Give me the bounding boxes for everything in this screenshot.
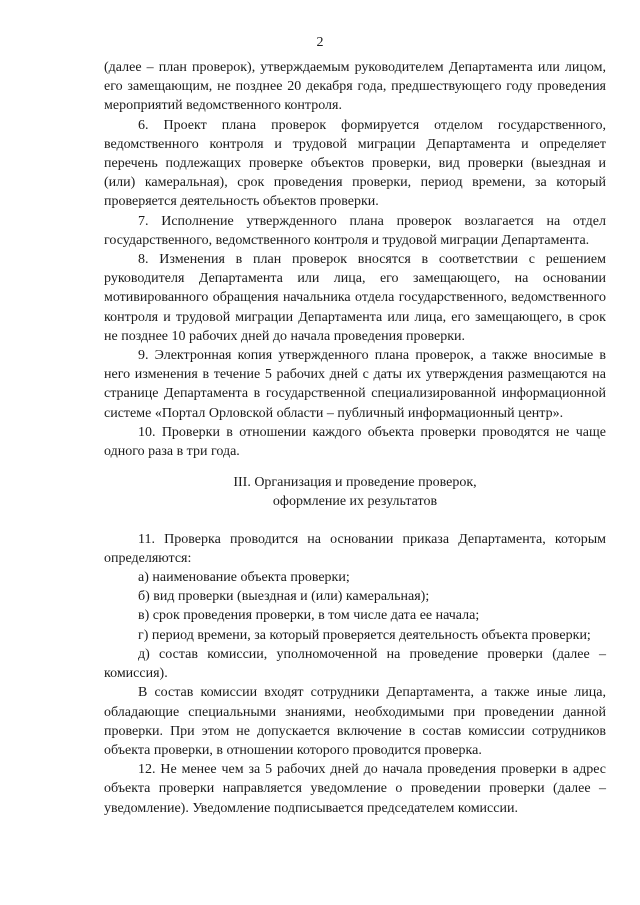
paragraph: (далее – план проверок), утверждаемым руководителем Департамента или лицом, его замещающим, не позднее 20 декабря года, предшествующего году проведения мероприятий ведомственного контроля. <box>104 60 606 114</box>
paragraphs-before <box>104 58 606 461</box>
paragraph: В состав комиссии входят сотрудники Департамента, а также иные лица, обладающие специальными знаниями, необходимыми при проведении данной проверки. При этом не допускается включение в состав комиссии сотрудников объекта проверки, в отношении которого проводится проверка. <box>104 685 606 758</box>
paragraph: а) наименование объекта проверки; <box>138 570 350 586</box>
paragraph: 7. Исполнение утвержденного плана проверок возлагается на отдел государственного, ведомственного контроля и трудовой миграции Департамента. <box>104 213 606 248</box>
paragraph: 8. Изменения в план проверок вносятся в соответствии с решением руководителя Департамента или лица, его замещающего, на основании мотивированного обращения начальника отдела государственного, ведомственного контроля и трудовой миграции Департамента или лица, его замещающего, в срок не позднее 10 рабочих дней до начала проведения проверки. <box>104 252 606 344</box>
paragraph: 12. Не менее чем за 5 рабочих дней до начала проведения проверки в адрес объекта проверки направляется уведомление о проведении проверки (далее – уведомление). Уведомление подписывается председателем комиссии. <box>104 762 606 816</box>
paragraph: 10. Проверки в отношении каждого объекта проверки проводятся не чаще одного раза в три года. <box>104 424 606 460</box>
section-heading <box>104 473 606 511</box>
page-number: 2 <box>316 35 324 50</box>
section-heading-line2: оформление их результатов <box>272 494 438 510</box>
document-body <box>104 58 606 818</box>
paragraph: 9. Электронная копия утвержденного плана проверок, а также вносимые в него изменения в течение 5 рабочих дней с даты их утверждения размещаются на странице Департамента в государственной специализированной информационной системе «Портал Орловской области – публичный информационный центр». <box>104 348 606 421</box>
paragraph: б) вид проверки (выездная и (или) камеральная); <box>138 589 430 605</box>
paragraph: 6. Проект плана проверок формируется отделом государственного, ведомственного контроля и трудовой миграции Департамента и определяет перечень подлежащих проверке объектов проверки, вид проверки (выездная и (или) камеральная), срок проведения проверки, период времени, за который проверяется деятельность объектов проверки. <box>104 117 606 210</box>
section-heading-line1: III. Организация и проведение проверок, <box>233 475 477 491</box>
paragraph: 11. Проверка проводится на основании приказа Департамента, которым определяются: <box>104 531 606 566</box>
paragraphs-after <box>104 530 606 818</box>
paragraph: в) срок проведения проверки, в том числе дата ее начала; <box>138 608 480 624</box>
paragraph: д) состав комиссии, уполномоченной на проведение проверки (далее – комиссия). <box>104 646 606 682</box>
paragraph: г) период времени, за который проверяется деятельность объекта проверки; <box>138 627 591 643</box>
